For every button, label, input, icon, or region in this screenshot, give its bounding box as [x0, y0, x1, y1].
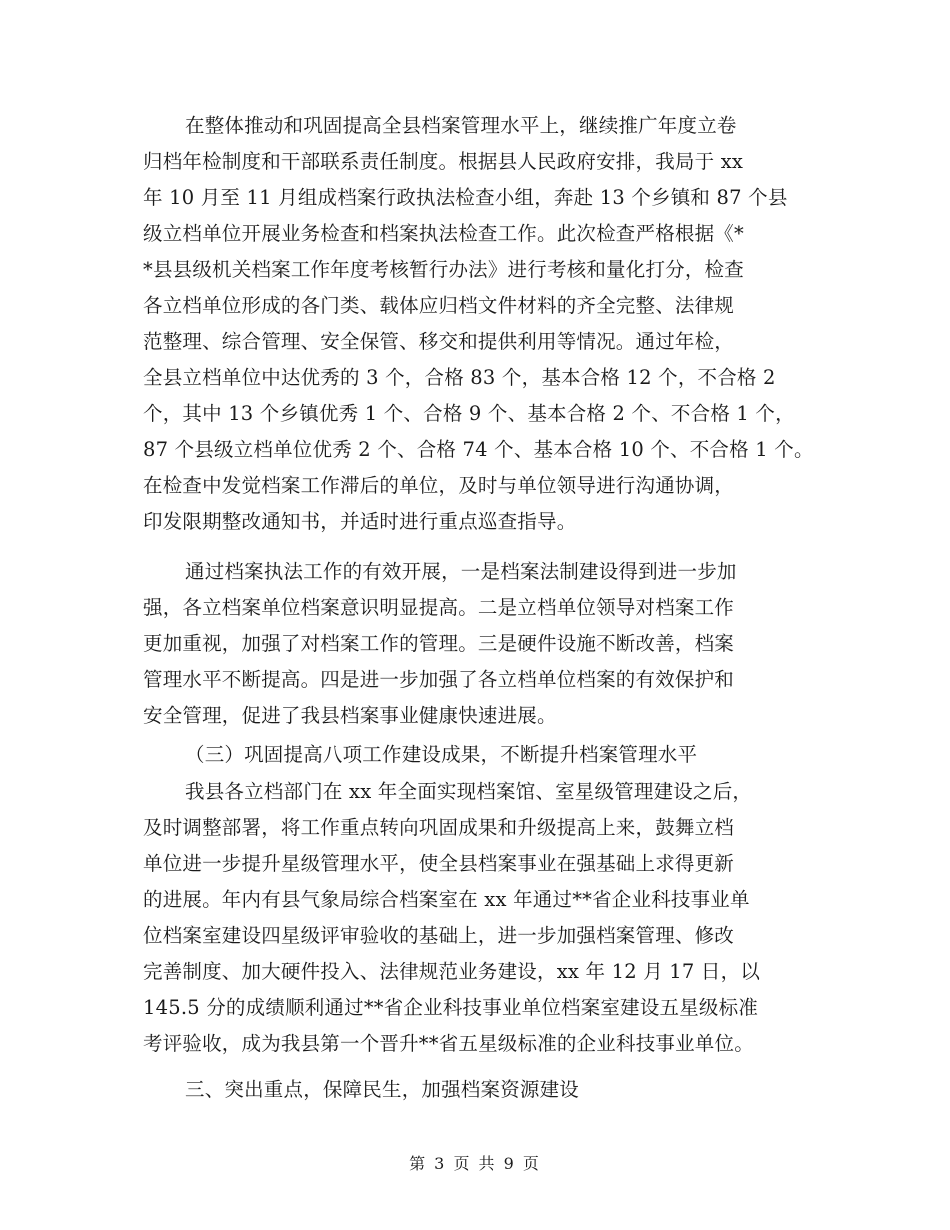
paragraph-line: 强，各立档案单位档案意识明显提高。二是立档单位领导对档案工作: [143, 596, 735, 619]
paragraph-line: 位档案室建设四星级评审验收的基础上，进一步加强档案管理、修改: [143, 924, 735, 947]
paragraph-line: 完善制度、加大硬件投入、法律规范业务建设，xx 年 12 月 17 日，以: [143, 960, 761, 983]
paragraph-line: 范整理、综合管理、安全保管、移交和提供利用等情况。通过年检，: [143, 330, 735, 353]
paragraph-line: 在整体推动和巩固提高全县档案管理水平上，继续推广年度立卷: [185, 114, 737, 137]
paragraph-line: 考评验收，成为我县第一个晋升**省五星级标准的企业科技事业单位。: [143, 1032, 754, 1055]
paragraph-line: 145.5 分的成绩顺利通过**省企业科技事业单位档案室建设五星级标准: [143, 996, 759, 1019]
page-footer: 第 3 页 共 9 页: [409, 1154, 541, 1173]
paragraph-line: 通过档案执法工作的有效开展，一是档案法制建设得到进一步加: [185, 560, 737, 583]
section-heading: （三）巩固提高八项工作建设成果，不断提升档案管理水平: [185, 743, 698, 766]
paragraph-line: 各立档单位形成的各门类、载体应归档文件材料的齐全完整、法律规: [143, 294, 735, 317]
paragraph-line: 归档年检制度和干部联系责任制度。根据县人民政府安排，我局于 xx: [143, 150, 744, 173]
paragraph-line: 87 个县级立档单位优秀 2 个、合格 74 个、基本合格 10 个、不合格 1 个。: [143, 438, 814, 461]
paragraph-line: 年 10 月至 11 月组成档案行政执法检查小组，奔赴 13 个乡镇和 87 个县: [143, 186, 788, 209]
paragraph-line: *县县级机关档案工作年度考核暂行办法》进行考核和量化打分，检查: [143, 258, 744, 281]
paragraph-line: 在检查中发觉档案工作滞后的单位，及时与单位领导进行沟通协调，: [143, 474, 735, 497]
paragraph-line: 级立档单位开展业务检查和档案执法检查工作。此次检查严格根据《*: [143, 222, 744, 245]
paragraph-line: 我县各立档部门在 xx 年全面实现档案馆、室星级管理建设之后，: [185, 780, 753, 803]
paragraph-line: 及时调整部署，将工作重点转向巩固成果和升级提高上来，鼓舞立档: [143, 816, 735, 839]
paragraph-line: 单位进一步提升星级管理水平，使全县档案事业在强基础上求得更新: [143, 852, 735, 875]
paragraph-line: 个，其中 13 个乡镇优秀 1 个、合格 9 个、基本合格 2 个、不合格 1 个，: [143, 402, 795, 425]
paragraph-line: 更加重视，加强了对档案工作的管理。三是硬件设施不断改善，档案: [143, 632, 735, 655]
paragraph-line: 安全管理，促进了我县档案事业健康快速进展。: [143, 704, 557, 727]
paragraph-line: 印发限期整改通知书，并适时进行重点巡查指导。: [143, 510, 577, 533]
paragraph-line: 管理水平不断提高。四是进一步加强了各立档单位档案的有效保护和: [143, 668, 735, 691]
paragraph-line: 全县立档单位中达优秀的 3 个，合格 83 个，基本合格 12 个，不合格 2: [143, 366, 776, 389]
section-heading: 三、突出重点，保障民生，加强档案资源建设: [185, 1078, 580, 1101]
paragraph-line: 的进展。年内有县气象局综合档案室在 xx 年通过**省企业科技事业单: [143, 888, 750, 911]
